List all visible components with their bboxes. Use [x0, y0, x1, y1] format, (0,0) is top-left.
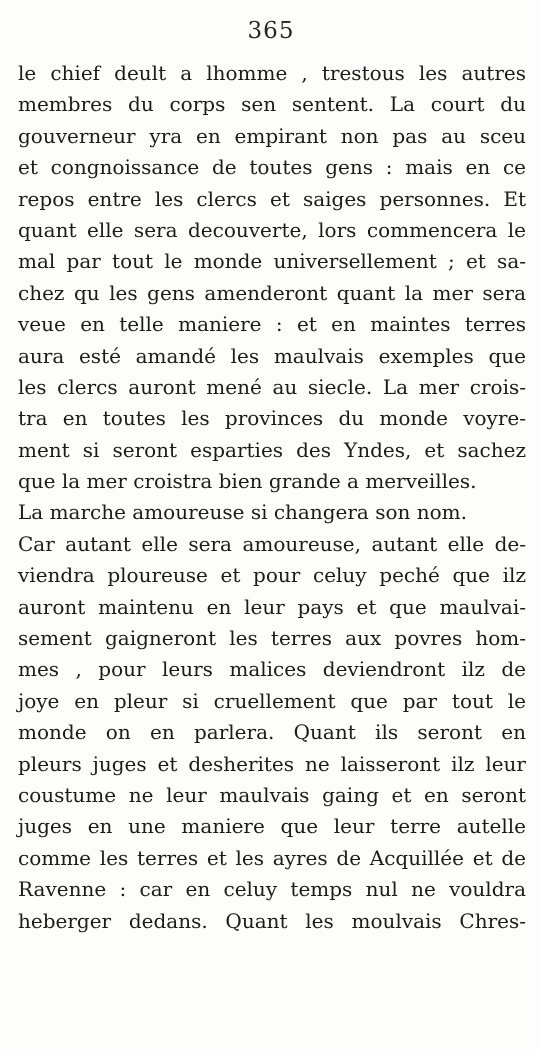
page-number: 365: [247, 18, 295, 44]
text-line: et congnoissance de toutes gens : mais en ce: [18, 155, 526, 180]
text-line: que la mer croistra bien grande a merveilles.: [18, 469, 477, 494]
text-line: le chief deult a lhomme , trestous les autres: [18, 61, 526, 85]
text-line: ment si seront esparties des Yndes, et sachez: [18, 437, 526, 462]
text-line: quant elle sera decouverte, lors commencera le: [18, 217, 526, 242]
text-line: mes , pour leurs malices deviendront ilz de: [18, 657, 526, 682]
text-line: aura esté amandé les maulvais exemples que: [18, 343, 526, 368]
text-line: joye en pleur si cruellement que par tout le: [18, 688, 526, 713]
text-line: gouverneur yra en empirant non pas au sceu: [18, 123, 526, 148]
text-line: juges en une maniere que leur terre autelle: [18, 814, 526, 839]
text-line: comme les terres et les ayres de Acquillée et de: [18, 845, 526, 870]
text-line: auront maintenu en leur pays et que maulvai-: [18, 594, 526, 619]
text-line: Ravenne : car en celuy temps nul ne vouldra: [18, 877, 526, 902]
text-line: mal par tout le monde universellement ; et sa-: [18, 249, 526, 274]
text-line: viendra ploureuse et pour celuy peché que ilz: [18, 563, 526, 588]
text-line: veue en telle maniere : et en maintes terres: [18, 312, 526, 337]
text-line: tra en toutes les provinces du monde voyre-: [18, 406, 526, 431]
body-text: [18, 58, 526, 937]
text-line: chez qu les gens amenderont quant la mer sera: [18, 280, 526, 305]
text-line: coustume ne leur maulvais gaing et en seront: [18, 782, 526, 807]
text-line: repos entre les clercs et saiges personnes. Et: [18, 186, 526, 211]
text-line: sement gaigneront les terres aux povres hom-: [18, 626, 526, 651]
text-line: La marche amoureuse si changera son nom.: [18, 500, 468, 525]
text-line: Car autant elle sera amoureuse, autant elle de-: [18, 531, 526, 556]
text-line: les clercs auront mené au siecle. La mer crois-: [18, 374, 526, 399]
text-line: heberger dedans. Quant les moulvais Chres-: [18, 908, 526, 933]
text-line: pleurs juges et desherites ne laisseront ilz leur: [18, 751, 526, 776]
text-line: membres du corps sen sentent. La court du: [18, 92, 526, 117]
text-line: monde on en parlera. Quant ils seront en: [18, 720, 526, 745]
